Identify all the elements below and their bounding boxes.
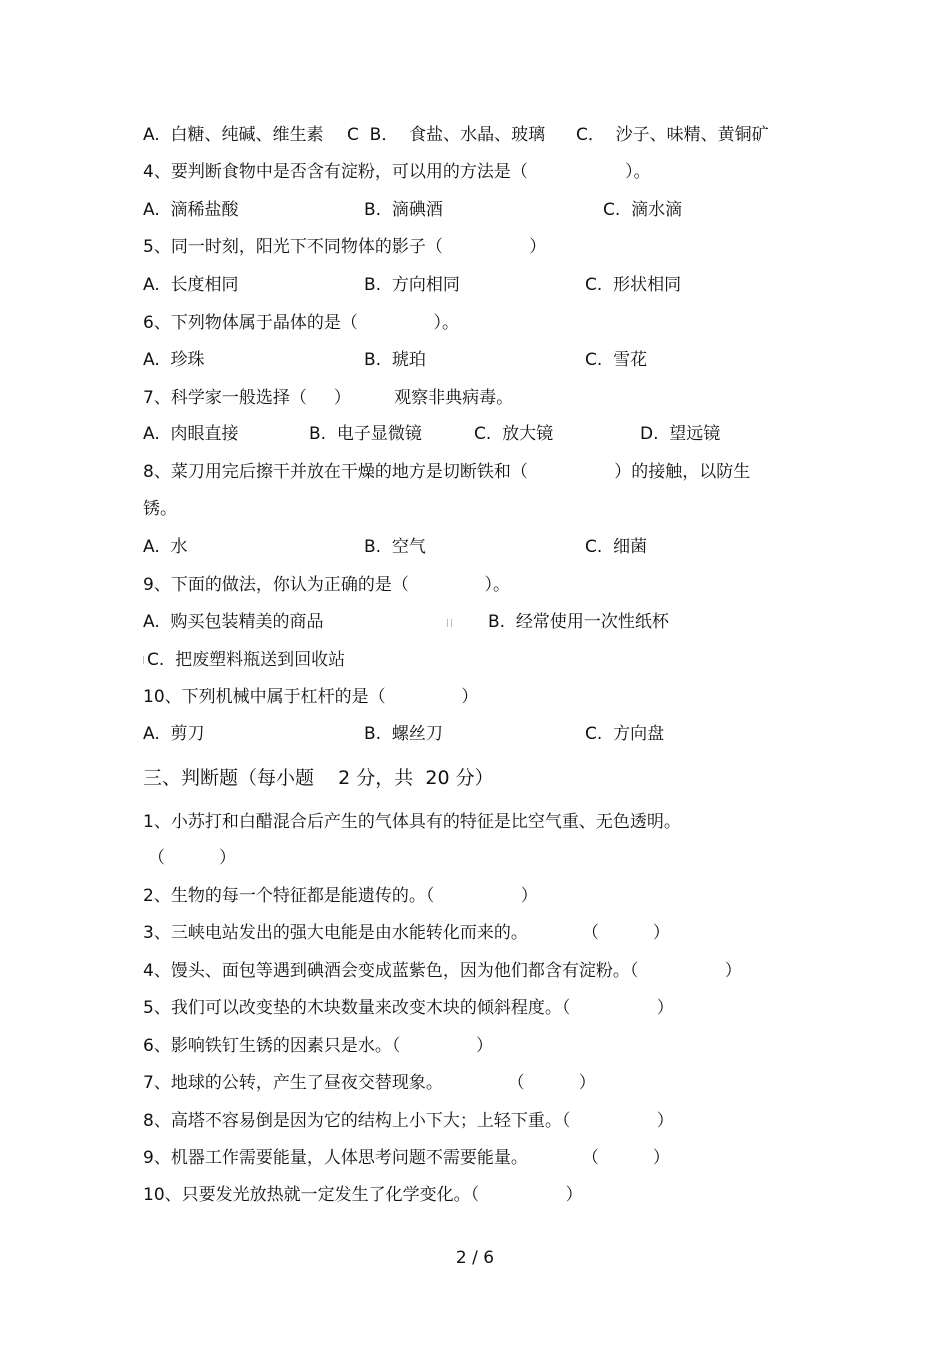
judge-item-2: 2、生物的每一个特征都是能遗传的。（ ） [143,886,538,906]
q4-option-a: A. 滴稀盐酸 [143,200,239,220]
question-8-continued: 锈。 [143,499,177,519]
q10-option-a: A. 剪刀 [143,724,205,744]
q6-option-c: C. 雪花 [585,350,648,370]
question-8: 8、菜刀用完后擦干并放在干燥的地方是切断铁和（ ）的接触，以防生 [143,462,751,482]
judge-item-7: 7、地球的公转，产生了昼夜交替现象。 （ ） [143,1073,596,1093]
q10-option-b: B. 螺丝刀 [364,724,443,744]
q6-option-a: A. 珍珠 [143,350,205,370]
q4-option-c: C. 滴水滴 [603,200,683,220]
q8-option-c: C. 细菌 [585,537,648,557]
q5-option-c: C. 形状相同 [585,275,682,295]
q7-option-d: D. 望远镜 [640,424,721,444]
page-number: 2 / 6 [455,1248,495,1268]
scan-artifact-mark [447,619,452,627]
judge-item-1: 1、小苏打和白醋混合后产生的气体具有的特征是比空气重、无色透明。 [143,812,681,832]
section-3-title: 三、判断题（每小题 2 分，共 20 分） [143,767,494,789]
q3-option-a: A. 白糖、纯碱、维生素 [143,125,324,145]
question-5: 5、同一时刻，阳光下不同物体的影子（ ） [143,237,547,257]
judge-item-5: 5、我们可以改变垫的木块数量来改变木块的倾斜程度。（ ） [143,998,674,1018]
judge-item-3: 3、三峡电站发出的强大电能是由水能转化而来的。 （ ） [143,923,670,943]
q7-option-c: C. 放大镜 [474,424,554,444]
q8-option-b: B. 空气 [364,537,426,557]
q7-option-a: A. 肉眼直接 [143,424,239,444]
question-6: 6、下列物体属于晶体的是（ ）。 [143,313,459,333]
judge-item-9: 9、机器工作需要能量，人体思考问题不需要能量。 （ ） [143,1148,670,1168]
judge-item-4: 4、馒头、面包等遇到碘酒会变成蓝紫色，因为他们都含有淀粉。（ ） [143,961,742,981]
q9-option-a: A. 购买包装精美的商品 [143,612,324,632]
q9-option-b: B. 经常使用一次性纸杯 [488,612,669,632]
question-4: 4、要判断食物中是否含有淀粉，可以用的方法是（ ）。 [143,162,651,182]
q5-option-b: B. 方向相同 [364,275,460,295]
judge-item-10: 10、只要发光放热就一定发生了化学变化。（ ） [143,1185,583,1205]
judge-item-6: 6、影响铁钉生锈的因素只是水。（ ） [143,1036,493,1056]
question-7: 7、科学家一般选择（ ） 观察非典病毒。 [143,388,514,408]
q8-option-a: A. 水 [143,537,188,557]
judge-item-8: 8、高塔不容易倒是因为它的结构上小下大；上轻下重。（ ） [143,1111,674,1131]
q9-option-c: C. 把废塑料瓶送到回收站 [147,650,346,670]
question-10: 10、下列机械中属于杠杆的是（ ） [143,687,479,707]
judge-item-1-blank: （ ） [148,848,237,868]
q7-option-b: B. 电子显微镜 [309,424,422,444]
q10-option-c: C. 方向盘 [585,724,665,744]
question-9: 9、下面的做法，你认为正确的是（ ）。 [143,575,510,595]
q4-option-b: B. 滴碘酒 [364,200,443,220]
q3-option-b: C B． 食盐、水晶、玻璃 [347,125,546,145]
scan-artifact-mark-2 [143,656,145,664]
q3-option-c: C． 沙子、味精、黄铜矿 [576,125,769,145]
q6-option-b: B. 琥珀 [364,350,426,370]
q5-option-a: A. 长度相同 [143,275,239,295]
